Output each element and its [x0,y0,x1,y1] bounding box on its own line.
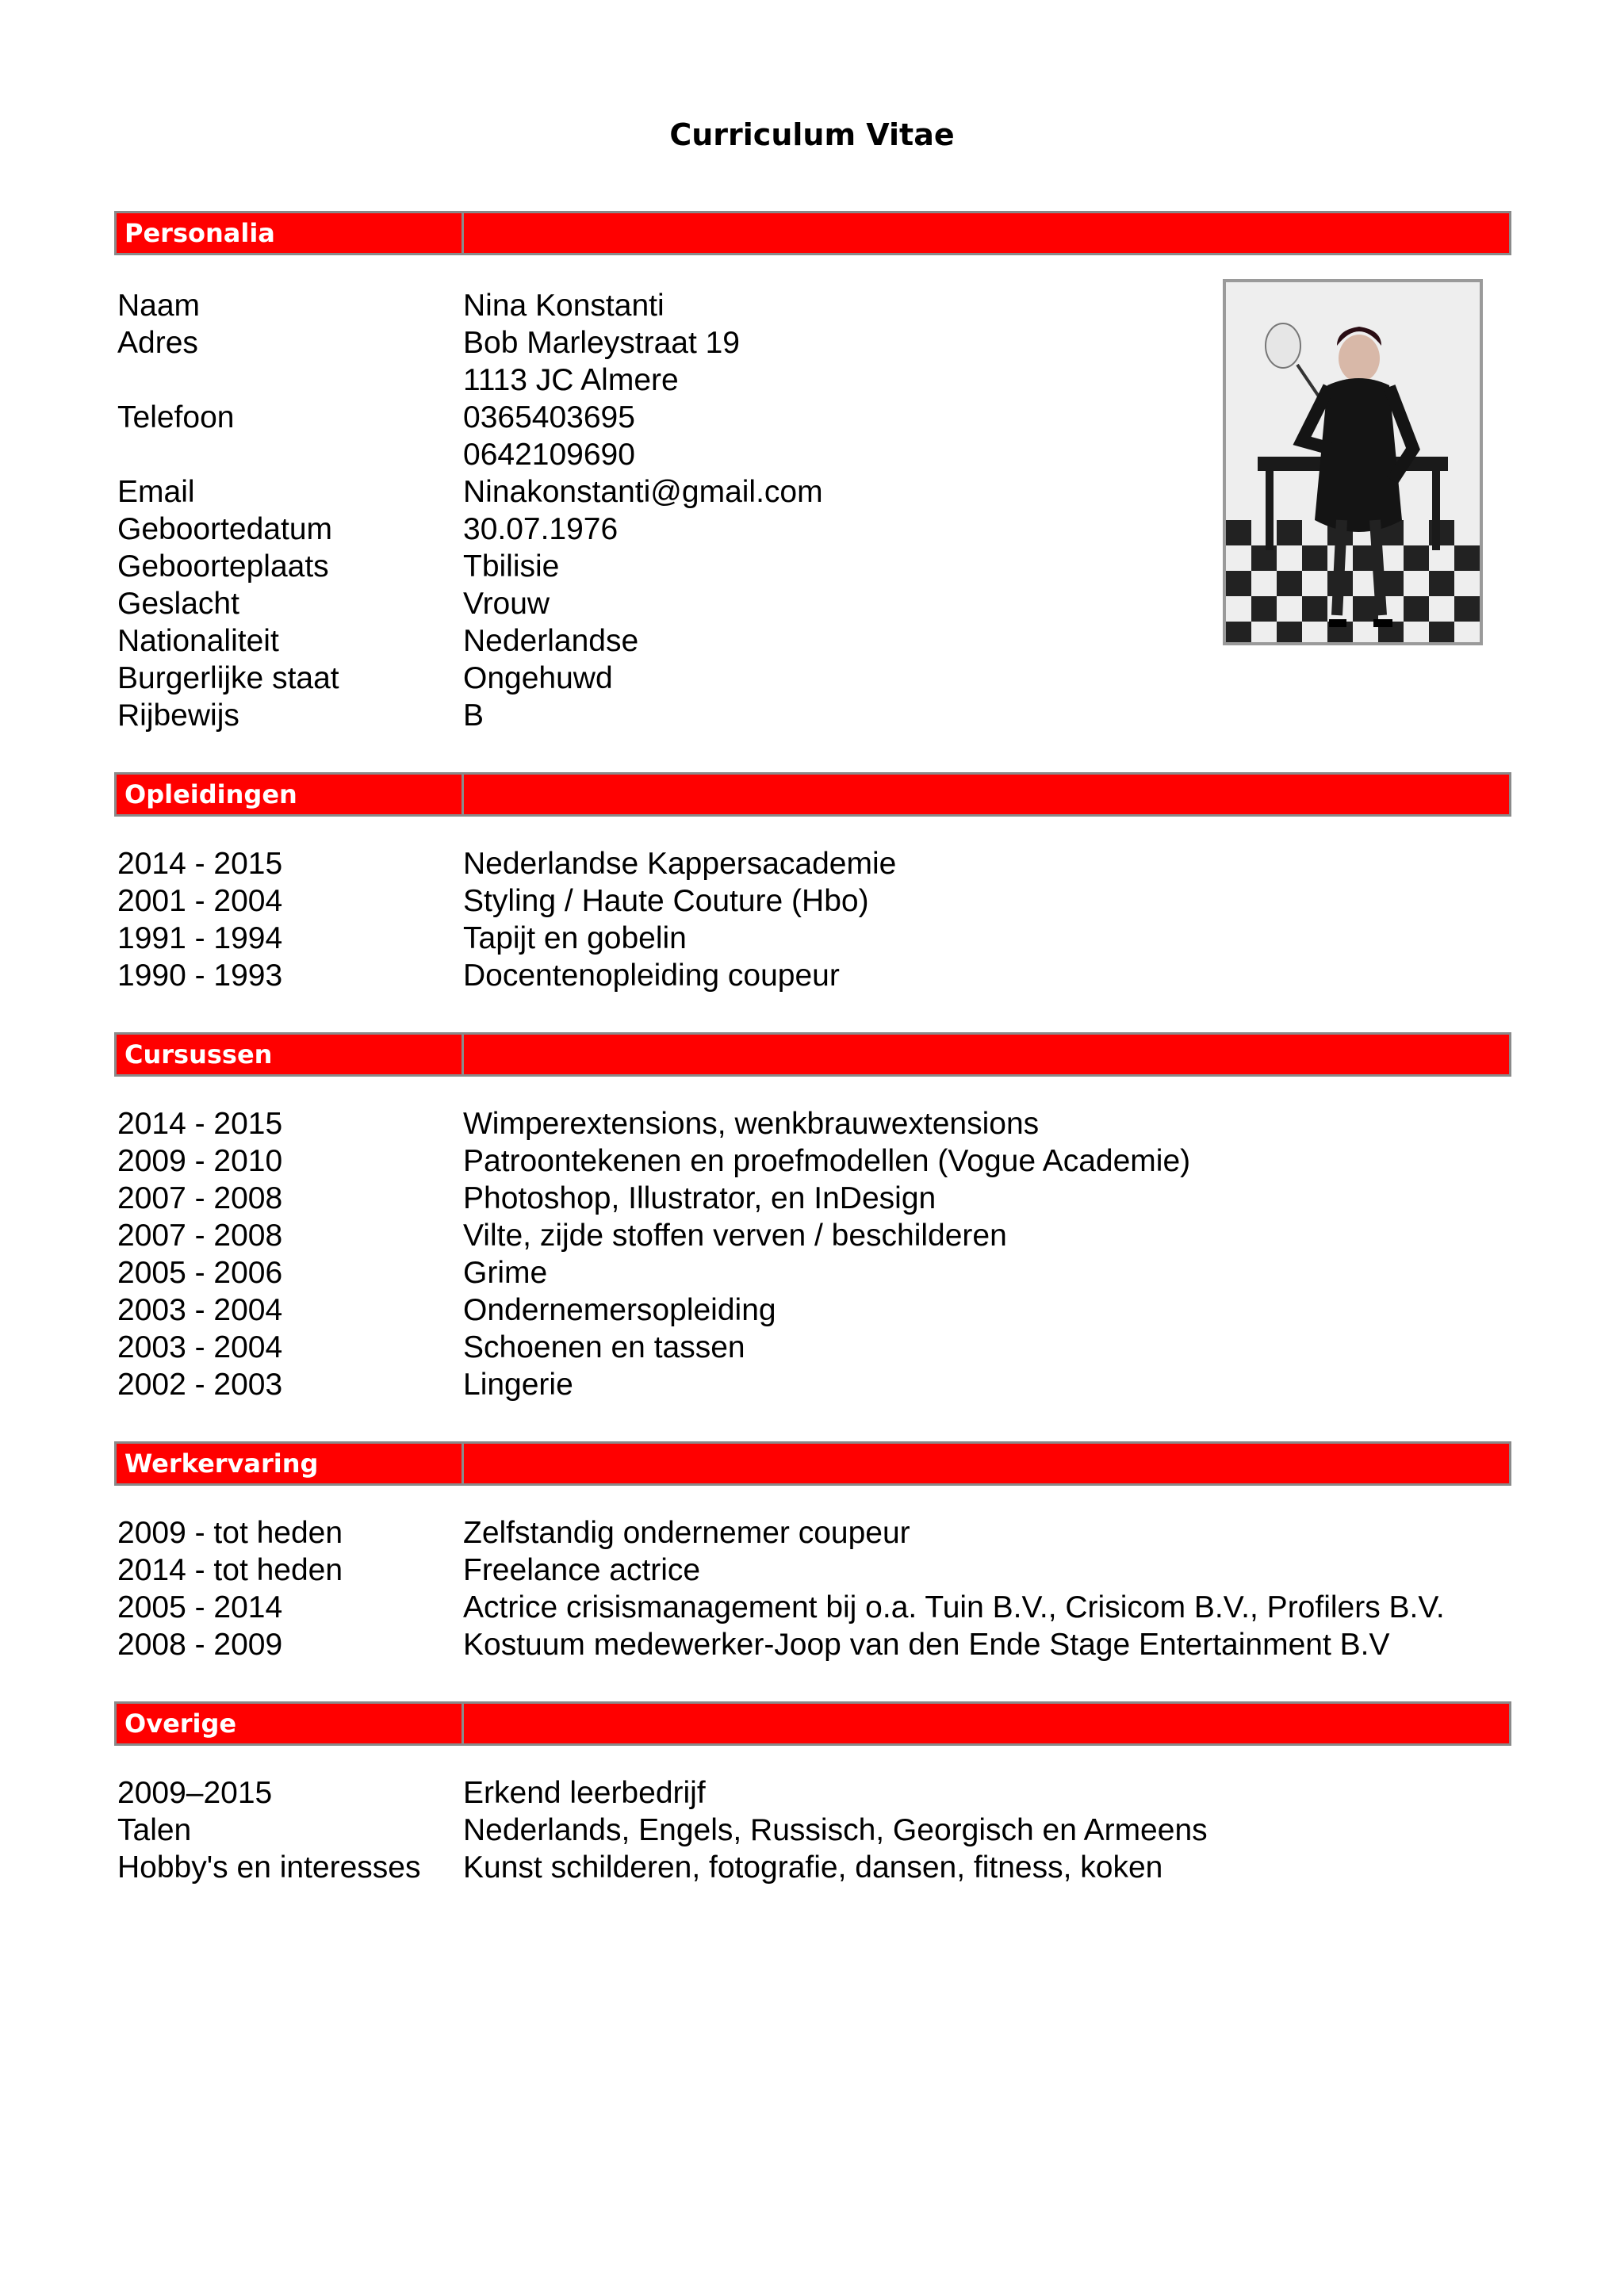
cv-row [114,436,1511,473]
row-value: 1113 JC Almere [463,363,679,397]
row-label: 2014 - 2015 [117,847,283,881]
row-label: 2002 - 2003 [117,1368,283,1402]
row-value: Ninakonstanti@gmail.com [463,475,823,509]
section-header-fill [464,1444,1509,1483]
row-value: Kunst schilderen, fotografie, dansen, fitness, koken [463,1850,1163,1885]
section-header-overige [114,1701,1511,1746]
row-value: Ongehuwd [463,661,613,695]
row-label: 2009–2015 [117,1776,273,1810]
row-label: Geslacht [117,587,239,621]
section-header-opleidingen [114,772,1511,817]
row-label: Email [117,475,195,509]
row-label: Geboorteplaats [117,549,329,584]
section-title: Personalia [117,213,464,253]
row-value: Lingerie [463,1368,573,1402]
row-value: Zelfstandig ondernemer coupeur [463,1516,910,1550]
row-value: Nederlandse [463,624,639,658]
row-label: 2009 - 2010 [117,1144,283,1178]
cv-row [114,845,1511,882]
row-label: 2009 - tot heden [117,1516,343,1550]
row-value: Freelance actrice [463,1553,701,1587]
row-label: 2014 - 2015 [117,1107,283,1141]
section-gap [114,734,1511,772]
row-value: Ondernemersopleiding [463,1293,776,1327]
cv-row [114,920,1511,957]
cv-row [114,1366,1511,1403]
row-value: B [463,698,485,733]
row-value: Nederlandse Kappersacademie [463,847,897,881]
cv-row [114,622,1511,660]
document-title: Curriculum Vitae [669,117,955,152]
row-label: 2003 - 2004 [117,1293,283,1327]
row-label: Talen [117,1813,192,1847]
row-label: 2008 - 2009 [117,1628,283,1662]
row-label: 1991 - 1994 [117,921,283,955]
row-label: Hobby's en interesses [117,1850,421,1885]
row-value: Wimperextensions, wenkbrauwextensions [463,1107,1040,1141]
section-title: Opleidingen [117,775,464,814]
row-value: Tbilisie [463,549,560,584]
row-value: Grime [463,1256,548,1290]
row-value: Kostuum medewerker-Joop van den Ende Stage Entertainment B.V [463,1628,1390,1662]
cv-row [114,1217,1511,1254]
row-value: Styling / Haute Couture (Hbo) [463,884,869,918]
cv-row [114,882,1511,920]
section-header-personalia [114,211,1511,255]
row-label: 2007 - 2008 [117,1219,283,1253]
cv-row [114,1626,1511,1663]
cv-row [114,362,1511,399]
cv-row [114,473,1511,511]
section-header-fill [464,1035,1509,1074]
cv-row [114,1254,1511,1292]
row-label: Nationaliteit [117,624,279,658]
section-title: Overige [117,1704,464,1743]
row-value: Photoshop, Illustrator, en InDesign [463,1181,936,1215]
rows-personalia [114,255,1511,734]
cv-row [114,1105,1511,1142]
row-label: 2007 - 2008 [117,1181,283,1215]
section-opleidingen [114,772,1511,994]
row-label: Adres [117,326,198,360]
cv-row [114,287,1511,324]
cv-row [114,660,1511,697]
section-title: Cursussen [117,1035,464,1074]
section-title: Werkervaring [117,1444,464,1483]
row-label: Geboortedatum [117,512,333,546]
row-value: Nederlands, Engels, Russisch, Georgisch en Armeens [463,1813,1208,1847]
section-gap [114,1663,1511,1701]
row-value: Vrouw [463,587,550,621]
row-value: Bob Marleystraat 19 [463,326,741,360]
row-value: 0365403695 [463,400,635,434]
row-value: Erkend leerbedrijf [463,1776,706,1810]
row-label: 2005 - 2014 [117,1590,283,1624]
cv-row [114,1849,1511,1886]
section-personalia [114,211,1511,734]
row-value: Actrice crisismanagement bij o.a. Tuin B.V., Crisicom B.V., Profilers B.V. [463,1590,1445,1624]
row-label: Naam [117,289,201,323]
cv-row [114,697,1511,734]
row-value: 0642109690 [463,438,635,472]
row-value: Vilte, zijde stoffen verven / beschilderen [463,1219,1007,1253]
cv-row [114,1329,1511,1366]
row-label: 2014 - tot heden [117,1553,343,1587]
cv-row [114,1589,1511,1626]
rows-opleidingen [114,817,1511,994]
section-cursussen [114,1032,1511,1403]
row-value: Schoenen en tassen [463,1330,745,1364]
row-value: Tapijt en gobelin [463,921,687,955]
cv-row [114,1552,1511,1589]
section-werkervaring [114,1441,1511,1663]
cv-row [114,324,1511,362]
row-label: 1990 - 1993 [117,959,283,993]
row-label: Burgerlijke staat [117,661,339,695]
row-label: 2003 - 2004 [117,1330,283,1364]
row-value: 30.07.1976 [463,512,619,546]
section-header-fill [464,775,1509,814]
section-header-cursussen [114,1032,1511,1077]
section-header-fill [464,213,1509,253]
row-value: Nina Konstanti [463,289,665,323]
cv-row [114,1774,1511,1812]
row-label [114,436,463,473]
cv-row [114,399,1511,436]
cv-row [114,548,1511,585]
row-label: Rijbewijs [117,698,239,733]
cv-content [114,211,1511,1886]
section-header-fill [464,1704,1509,1743]
cv-row [114,511,1511,548]
section-overige [114,1701,1511,1886]
rows-overige [114,1746,1511,1886]
row-label: 2005 - 2006 [117,1256,283,1290]
rows-werkervaring [114,1486,1511,1663]
cv-row [114,1292,1511,1329]
row-value: Patroontekenen en proefmodellen (Vogue Academie) [463,1144,1191,1178]
cv-row [114,1812,1511,1849]
section-header-werkervaring [114,1441,1511,1486]
row-value: Docentenopleiding coupeur [463,959,840,993]
row-label [114,362,463,399]
cv-row [114,957,1511,994]
section-gap [114,1403,1511,1441]
row-label: 2001 - 2004 [117,884,283,918]
cv-row [114,585,1511,622]
row-label: Telefoon [117,400,235,434]
cv-row [114,1514,1511,1552]
cv-row [114,1142,1511,1180]
cv-row [114,1180,1511,1217]
section-gap [114,994,1511,1032]
rows-cursussen [114,1077,1511,1403]
